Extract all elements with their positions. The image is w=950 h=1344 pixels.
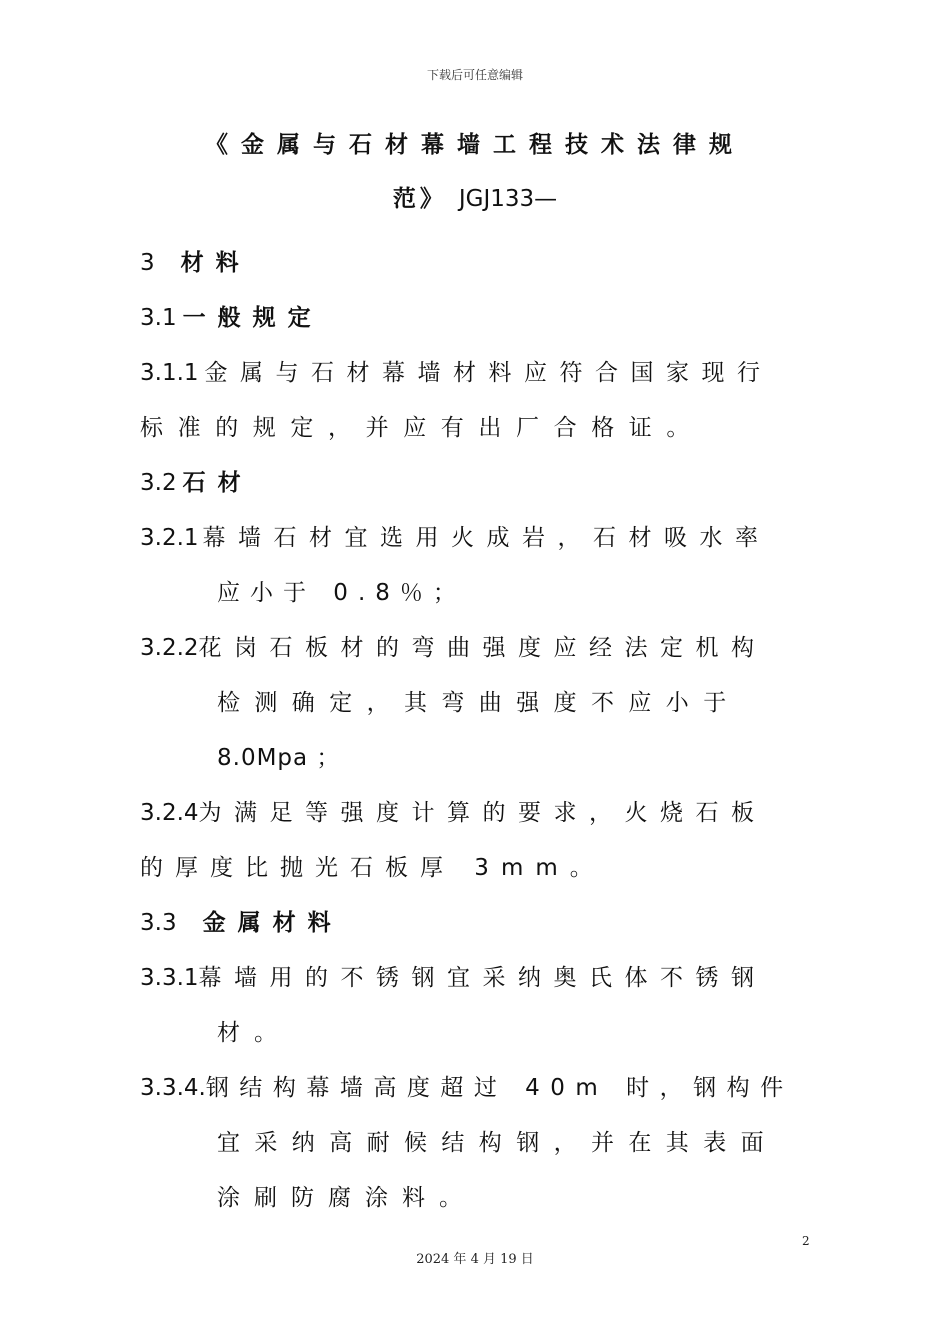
section-number: 3.1 <box>140 305 177 331</box>
clause-text: 幕墙石材宜选用火成岩，石材吸水率 <box>202 525 771 551</box>
section-3-2-heading <box>140 456 253 511</box>
clause-number: 3.2.2 <box>140 635 199 661</box>
clause-line: 检测确定，其弯曲强度不应小于 <box>217 690 741 716</box>
clause-number: 3.1.1 <box>140 360 199 386</box>
clause-number: 3.3.1 <box>140 965 199 991</box>
section-3-heading <box>140 236 251 291</box>
clause-line <box>140 951 796 1006</box>
clause-text: 钢结构幕墙高度超过 40m 时，钢构件 <box>205 1075 794 1101</box>
clause-line: 涂刷防腐涂料。 <box>217 1185 476 1211</box>
clause-text: 幕墙用的不锈钢宜采纳奥氏体不锈钢 <box>198 965 767 991</box>
clause-line: 材。 <box>217 1020 291 1046</box>
section-number: 3.2 <box>140 470 177 496</box>
section-title: 一般规定 <box>182 305 323 331</box>
document-title-line1: 《金属与石材幕墙工程技术法律规 <box>205 132 745 158</box>
standard-code: JGJ133— <box>458 186 558 212</box>
clause-line <box>140 621 796 676</box>
section-title: 石材 <box>182 470 253 496</box>
clause-line: 的厚度比抛光石板厚 3mm。 <box>140 855 605 881</box>
document-title-line2 <box>120 180 830 213</box>
clause-line: 应小于 0.8％； <box>217 580 466 606</box>
clause-line: 宜采纳高耐候结构钢，并在其表面 <box>217 1130 778 1156</box>
clause-line <box>140 786 796 841</box>
clause-3-1-1 <box>140 346 796 456</box>
section-number: 3.3 <box>140 910 177 936</box>
clause-3-2-1 <box>140 511 796 621</box>
section-title: 金属材料 <box>202 910 343 936</box>
clause-text: 花岗石板材的弯曲强度应经法定机构 <box>198 635 767 661</box>
clause-line: 标准的规定，并应有出厂合格证。 <box>140 415 704 441</box>
clause-line <box>140 346 796 401</box>
section-title: 材料 <box>180 250 251 276</box>
clause-3-2-2 <box>140 621 796 786</box>
clause-number: 3.3.4. <box>140 1075 206 1101</box>
footer-date: 2024 年 4 月 19 日 <box>416 1252 534 1267</box>
clause-line <box>140 1061 796 1116</box>
clause-line: 8.0Mpa ； <box>217 745 341 771</box>
clause-number: 3.2.1 <box>140 525 199 551</box>
clause-3-2-4 <box>140 786 796 896</box>
clause-text: 金属与石材幕墙材料应符合国家现行 <box>204 360 773 386</box>
page-number: 2 <box>802 1234 810 1248</box>
clause-3-3-1 <box>140 951 796 1061</box>
section-3-1-heading <box>140 291 323 346</box>
page-header: 下载后可任意编辑 <box>426 68 523 82</box>
clause-3-3-4 <box>140 1061 796 1226</box>
title-text: 范》 <box>392 186 447 212</box>
clause-text: 为满足等强度计算的要求，火烧石板 <box>198 800 767 826</box>
section-3-3-heading <box>140 896 343 951</box>
clause-number: 3.2.4 <box>140 800 199 826</box>
clause-line <box>140 511 796 566</box>
section-number: 3 <box>140 250 155 276</box>
